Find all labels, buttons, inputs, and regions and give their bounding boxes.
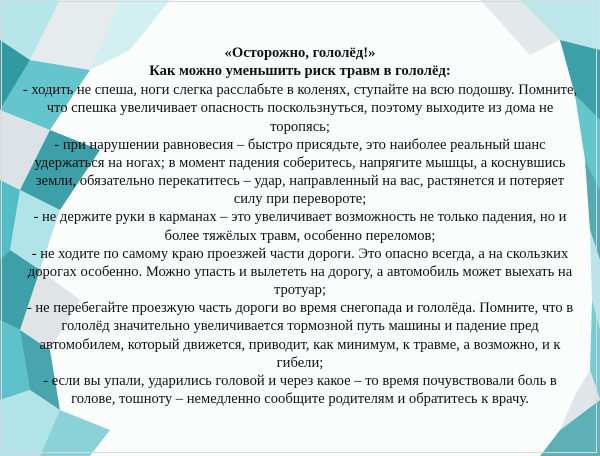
article xyxy=(20,44,580,408)
advice-paragraph: - если вы упали, ударились головой и через какое – то время почувствовали боль в голове, тошноту – немедленно сообщите родителям и обратитесь к врачу. xyxy=(43,372,557,407)
advice-paragraph: - не перебегайте проезжую часть дороги во время снегопада и гололёда. Помните, что в гололёд значительно увеличивается тормозной путь машины и падение пред автомобилем, который движется, приводит, как минимум, к травме, а возможно, и к гибели; xyxy=(26,300,574,371)
advice-paragraph: - при нарушении равновесия – быстро присядьте, это наиболее реальный шанс удержаться на ногах; в момент падения соберитесь, напрягите мышцы, а коснувшись земли, обязательно перекатитесь – удар, направленный на вас, растянется и потеряет силу при перевороте; xyxy=(34,136,566,208)
article-subtitle: Как можно уменьшить риск травм в гололёд: xyxy=(149,63,451,80)
advice-paragraph: - ходить не спеша, ноги слегка расслабьте в коленях, ступайте на всю подошву. Помните, что спешка увеличивает опасность поскользнуться, поэтому выходите из дома не торопясь; xyxy=(22,82,578,135)
article-title: «Осторожно, гололёд!» xyxy=(224,45,376,61)
advice-paragraph: - не ходите по самому краю проезжей части дороги. Это опасно всегда, а на скользких дорогах особенно. Можно упасть и вылететь на дорогу, а автомобиль может выехать на тротуар; xyxy=(27,245,573,299)
advice-paragraph: - не держите руки в карманах – это увеличивает возможность не только падения, но и более тяжёлых травм, особенно переломов; xyxy=(33,209,567,244)
